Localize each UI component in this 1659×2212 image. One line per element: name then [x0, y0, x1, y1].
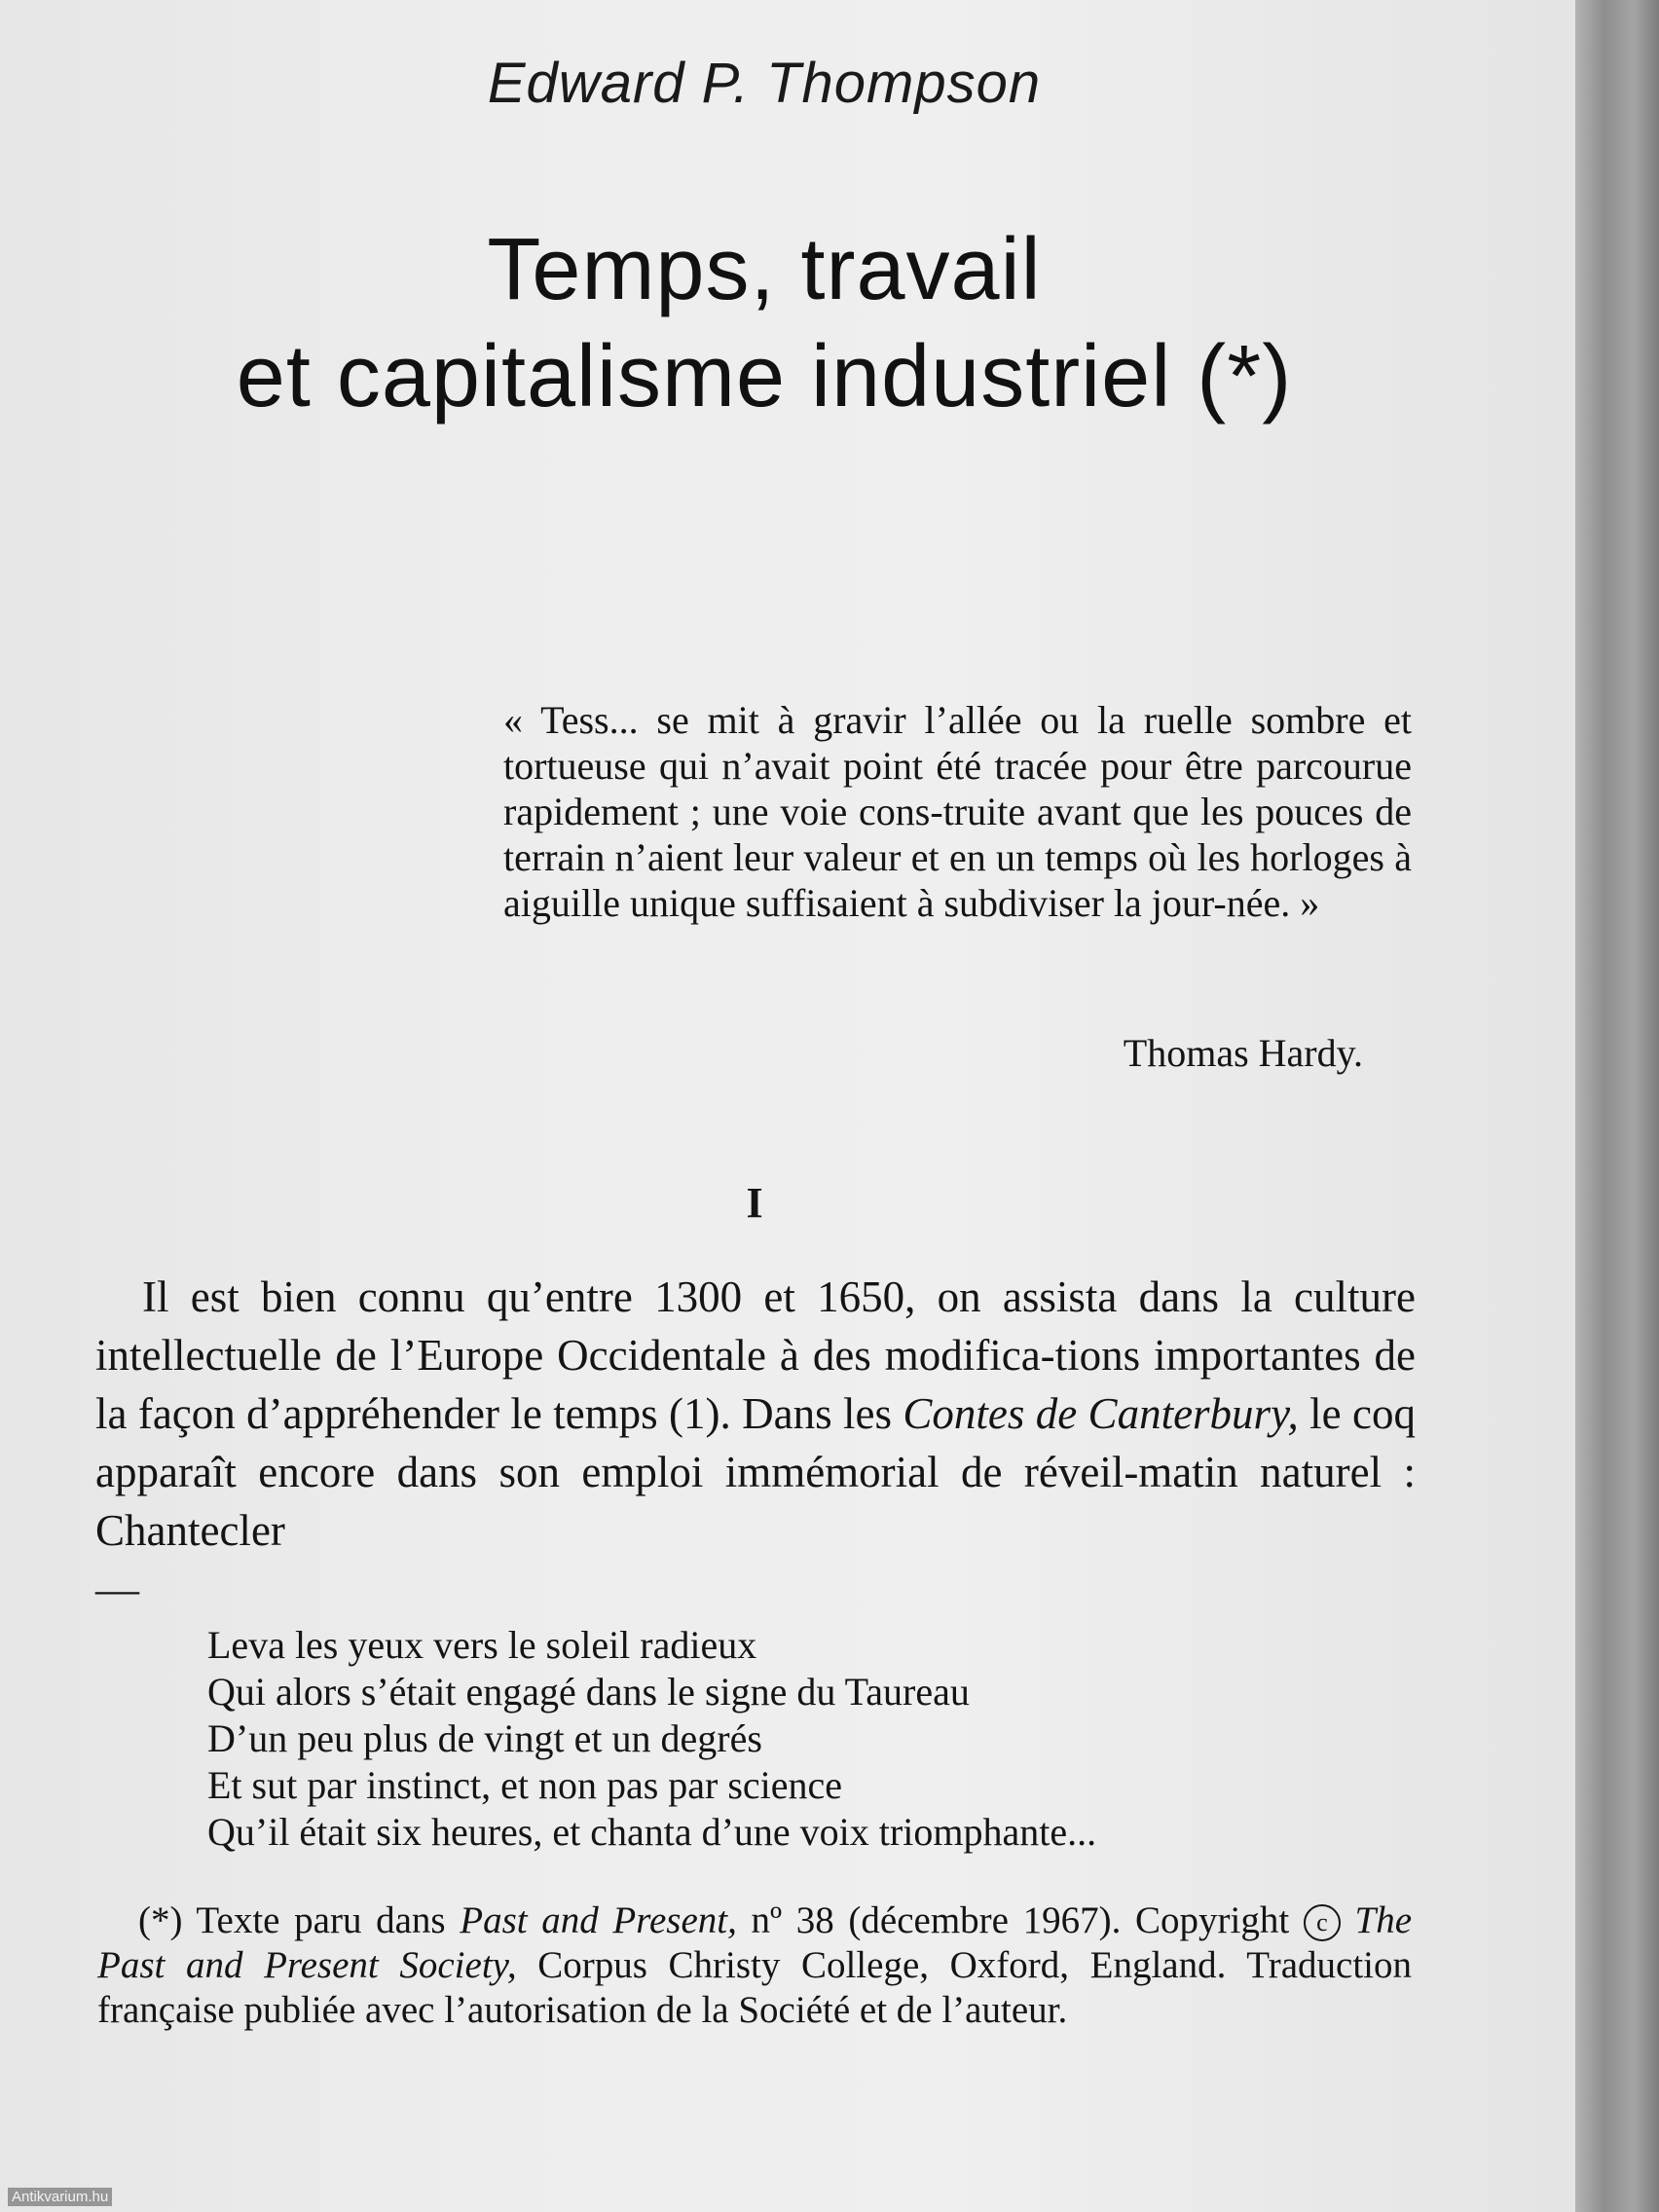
- book-spine-edge: [1575, 0, 1659, 2212]
- watermark: Antikvarium.hu: [8, 2188, 112, 2206]
- verse-line: Qui alors s’était engagé dans le signe du Taureau: [207, 1670, 970, 1714]
- book-title-italic: Contes de Canterbury,: [903, 1389, 1299, 1438]
- footnote-marker: (*): [138, 1899, 183, 1941]
- footnote-text-3: Corpus Christy College, Oxford, England. Traduction française publiée avec l’autorisation de la Société et de l’auteur.: [97, 1944, 1412, 2031]
- title-line-1: Temps, travail: [487, 221, 1042, 318]
- verse-line: Leva les yeux vers le soleil radieux: [207, 1623, 757, 1667]
- society-name: The Past and Present Society,: [97, 1899, 1412, 1986]
- footnote: [97, 1899, 1412, 2033]
- copyright-icon: c: [1304, 1904, 1341, 1941]
- body-text-part-1: Il est bien connu qu’entre 1300 et 1650, on assista dans la culture intellectuelle de l’Europe Occidentale à des modifica-tions importantes de la façon d’appréhender le temps (1). Dans les: [95, 1272, 1416, 1438]
- verse-line: Qu’il était six heures, et chanta d’une voix triomphante...: [207, 1810, 1097, 1854]
- verse-line: Et sut par instinct, et non pas par science: [207, 1763, 843, 1807]
- section-numeral: I: [746, 1179, 763, 1227]
- author-name: Edward P. Thompson: [487, 52, 1042, 115]
- journal-title: Past and Present,: [460, 1899, 737, 1941]
- epigraph-quote: « Tess... se mit à gravir l’allée ou la ruelle sombre et tortueuse qui n’avait point été tracée pour être parcourue rapidement ; une voie cons-truite avant que les pouces de terrain n’aient leur valeur et en un temps où les horloges à aiguille unique suffisaient à subdiviser la jour-née. »: [503, 698, 1412, 925]
- body-text-part-2: le coq apparaît encore dans son emploi immémorial de réveil-matin naturel : Chantecler: [95, 1389, 1416, 1555]
- footnote-text-2: nº 38 (décembre 1967). Copyright: [736, 1899, 1290, 1941]
- body-paragraph: [95, 1268, 1416, 1618]
- epigraph-author: Thomas Hardy.: [1123, 1031, 1363, 1075]
- verse-line: D’un peu plus de vingt et un degrés: [207, 1716, 762, 1760]
- em-dash: —: [95, 1565, 139, 1613]
- title-line-2: et capitalisme industriel (*): [236, 328, 1293, 425]
- article-title: [0, 216, 1529, 430]
- verse-quote: [207, 1622, 1096, 1856]
- footnote-text-1: Texte paru dans: [182, 1899, 461, 1941]
